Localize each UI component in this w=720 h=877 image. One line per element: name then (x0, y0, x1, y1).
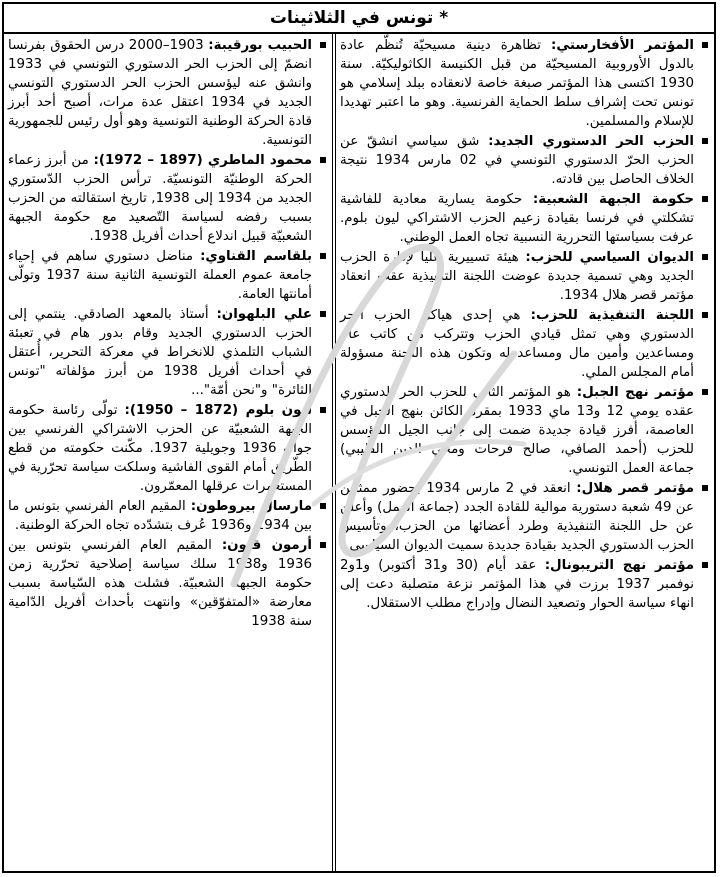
glossary-entry (340, 383, 708, 478)
biography-entry (8, 36, 326, 150)
entry-term: أرمون قيون: (221, 538, 312, 553)
entry-term: محمود الماطري (1897 – 1972): (93, 153, 313, 168)
biography-entry (8, 497, 326, 535)
entry-term: علي البلهوان: (216, 307, 312, 322)
glossary-entry (340, 479, 708, 555)
entry-text: هي إحدى هياكل الحزب الحر الدستوري وهي تمثل قيادي الحزب وتتركب من كاتب عام ومساعدين وأمين مال ومساعد له وتكون هذه اللجنة مسؤولة أمام المجلس الملي. (340, 308, 694, 380)
entry-term: المؤتمر الأفخارستي: (551, 38, 694, 53)
entry-text: 1903–2000 درس الحقوق بفرنسا انضمّ إلى الحزب الحر الدستوري التونسي في 1933 وانشق عنه ليؤسس الحزب الحر الدستوري التونسي الجديد في 1934 اعتقل عدة مرات، أصبح أحد أبرز قادة الحركة الوطنية التونسية وهو أول رئيس للجمهورية التونسية. (8, 38, 312, 148)
entry-term: مارسال بيروطون: (190, 499, 312, 514)
bullet-icon (702, 312, 708, 318)
entry-text: تولّى رئاسة حكومة الجبهة الشعبيّة عن الحزب الاشتراكي الفرنسي بين جوان 1936 وجويلية 1937. مكّنت حكومته من قطع الطّريق أمام القوى الفاشية وسلكت سياسة تحرّرية في المستعمرات عرقلها المعمّرون. (8, 403, 312, 494)
glossary-entry (340, 36, 708, 131)
entry-term: حكومة الجبهة الشعبية: (532, 192, 694, 207)
biography-entry (8, 305, 326, 400)
bullet-icon (320, 311, 326, 317)
biography-entry (8, 536, 326, 631)
bullet-icon (702, 196, 708, 202)
glossary-entry (340, 306, 708, 382)
bullet-icon (702, 42, 708, 48)
entry-text: المقيم العام الفرنسي بتونس ما بين 1934 و1936 عُرف بتشدّده تجاه الحركة الوطنية. (8, 499, 312, 533)
glossary-entry (340, 556, 708, 613)
right-column (336, 34, 714, 871)
biography-entry (8, 401, 326, 496)
entry-term: مؤتمر نهج التريبونال: (544, 558, 694, 573)
bullet-icon (320, 157, 326, 163)
entry-text: هو المؤتمر الثاني للحزب الحر الدستوري عقده يومي 12 و13 ماي 1933 بمقره الكائن بنهج الجبل في العاصمة، أفرز قيادة جديدة ضمت إلى جانب الجيل المؤسس للحزب (أحمد الصافي، صالح فرحات ومحي الدين القليبي) جماعة العمل التونسي. (340, 385, 694, 476)
entry-term: اللجنة التنفيذية للحزب: (530, 308, 695, 323)
bullet-icon (320, 42, 326, 48)
entry-text: أستاذ بالمعهد الصادقي. ينتمي إلى الحزب الدستوري الجديد وقام بدور هام في تعبئة الشباب التلمذي للانخراط في معركة التحرير، أُعتقل في أحداث أفريل 1938 من أبرز مؤلفاته "تونس الثائرة" و"نحن أمّة"... (8, 307, 312, 398)
bullet-icon (702, 254, 708, 260)
biography-entry (8, 247, 326, 304)
bullet-icon (702, 485, 708, 491)
entry-text: هيئة تسييرية عليا لإدارة الحزب الجديد وهي تسمية جديدة عوضت اللجنة التنفيذية عقب انعقاد مؤتمر قصر هلال 1934. (340, 250, 694, 303)
entry-text: تظاهرة دينية مسيحيّة تُنظّم عادة بالدول الأوروبية المسيحيّة من قبل الكنيسة الكاثوليكيّة. سنة 1930 اكتسى هذا المؤتمر صبغة خاصة لانعقاده ببلد إسلامي هو تونس تحت إشراف سلط الحماية الفرنسية. وهو ما اعتبر تهديدا للإسلام والمسلمين. (340, 38, 694, 129)
page-title: * تونس في الثلاثينات (4, 4, 714, 34)
bullet-icon (702, 138, 708, 144)
glossary-entry (340, 132, 708, 189)
bullet-icon (320, 503, 326, 509)
glossary-entry (340, 190, 708, 247)
entry-term: الحبيب بورقيبة: (208, 38, 312, 53)
entry-text: حكومة يسارية معادية للفاشية تشكلتي في فرنسا بقيادة زعيم الحزب الاشتراكي ليون بلوم. عرفت بسياستها التحررية النسبية تجاه العمل الوطني. (340, 192, 694, 245)
entry-term: بلقاسم القناوي: (200, 249, 312, 264)
bullet-icon (320, 407, 326, 413)
entry-term: الديوان السياسي للحزب: (525, 250, 695, 265)
entry-text: مناضل دستوري ساهم في إحياء جامعة عموم العملة التونسية الثانية سنة 1937 وتولّى أمانتها العامة. (8, 249, 312, 302)
entry-term: مؤتمر قصر هلال: (576, 481, 695, 496)
entry-text: عقد أيام (30 و31 أكتوبر) و1و2 نوفمبر 1937 برزت في هذا المؤتمر نزعة متصلبة دعت إلى انهاء سياسة الحوار وتصعيد النضال وإدراج مطلب الاستقلال. (340, 558, 694, 611)
entry-text: انعقد في 2 مارس 1934 بحضور ممثلين عن 49 شعبة دستورية موالية للقادة الجدد (جماعة العمل) وأعلن عن حل اللجنة التنفيذية وطرد أعضائها من الحزب، وتأسيس الحزب الدستوري الجديد بقيادة جديدة سميت الديوان السياسي. (340, 481, 694, 553)
entry-term: مؤتمر نهج الجبل: (576, 385, 694, 400)
bullet-icon (320, 253, 326, 259)
entry-text: من أبرز زعماء الحركة الوطنيّة التونسيّة. ترأس الحزب الدّستوري الجديد من 1934 إلى 1938, تاريخ استقالته من الحزب بسبب رفضه لسياسة التّصعيد مع حكومة الجبهة الشعبيّة قبيل اندلاع أحداث أفريل 1938. (8, 153, 312, 244)
entry-term: الحزب الحر الدستوري الجديد: (488, 134, 694, 149)
glossary-entry (340, 248, 708, 305)
left-column (4, 34, 332, 871)
entry-text: شق سياسي انشقّ عن الحزب الحرّ الدستوري التونسي في 02 مارس 1934 نتيجة الخلاف الحاصل بين قادته. (340, 134, 694, 187)
bullet-icon (702, 562, 708, 568)
two-column-body (4, 34, 714, 871)
biography-entry (8, 151, 326, 246)
bullet-icon (702, 389, 708, 395)
document-sheet (2, 2, 716, 873)
column-divider (332, 34, 336, 871)
bullet-icon (320, 542, 326, 548)
entry-text: المقيم العام الفرنسي بتونس بين 1936 و1938 سلك سياسة إصلاحية تحرّرية زمن حكومة الجبهة الشعبيّة. فشلت هذه السّياسة بسبب معارضة «المتفوّقين» وانتهت بأحداث أفريل الدّامية سنة 1938 (8, 538, 312, 629)
entry-term: ليون بلوم (1872 – 1950): (124, 403, 312, 418)
